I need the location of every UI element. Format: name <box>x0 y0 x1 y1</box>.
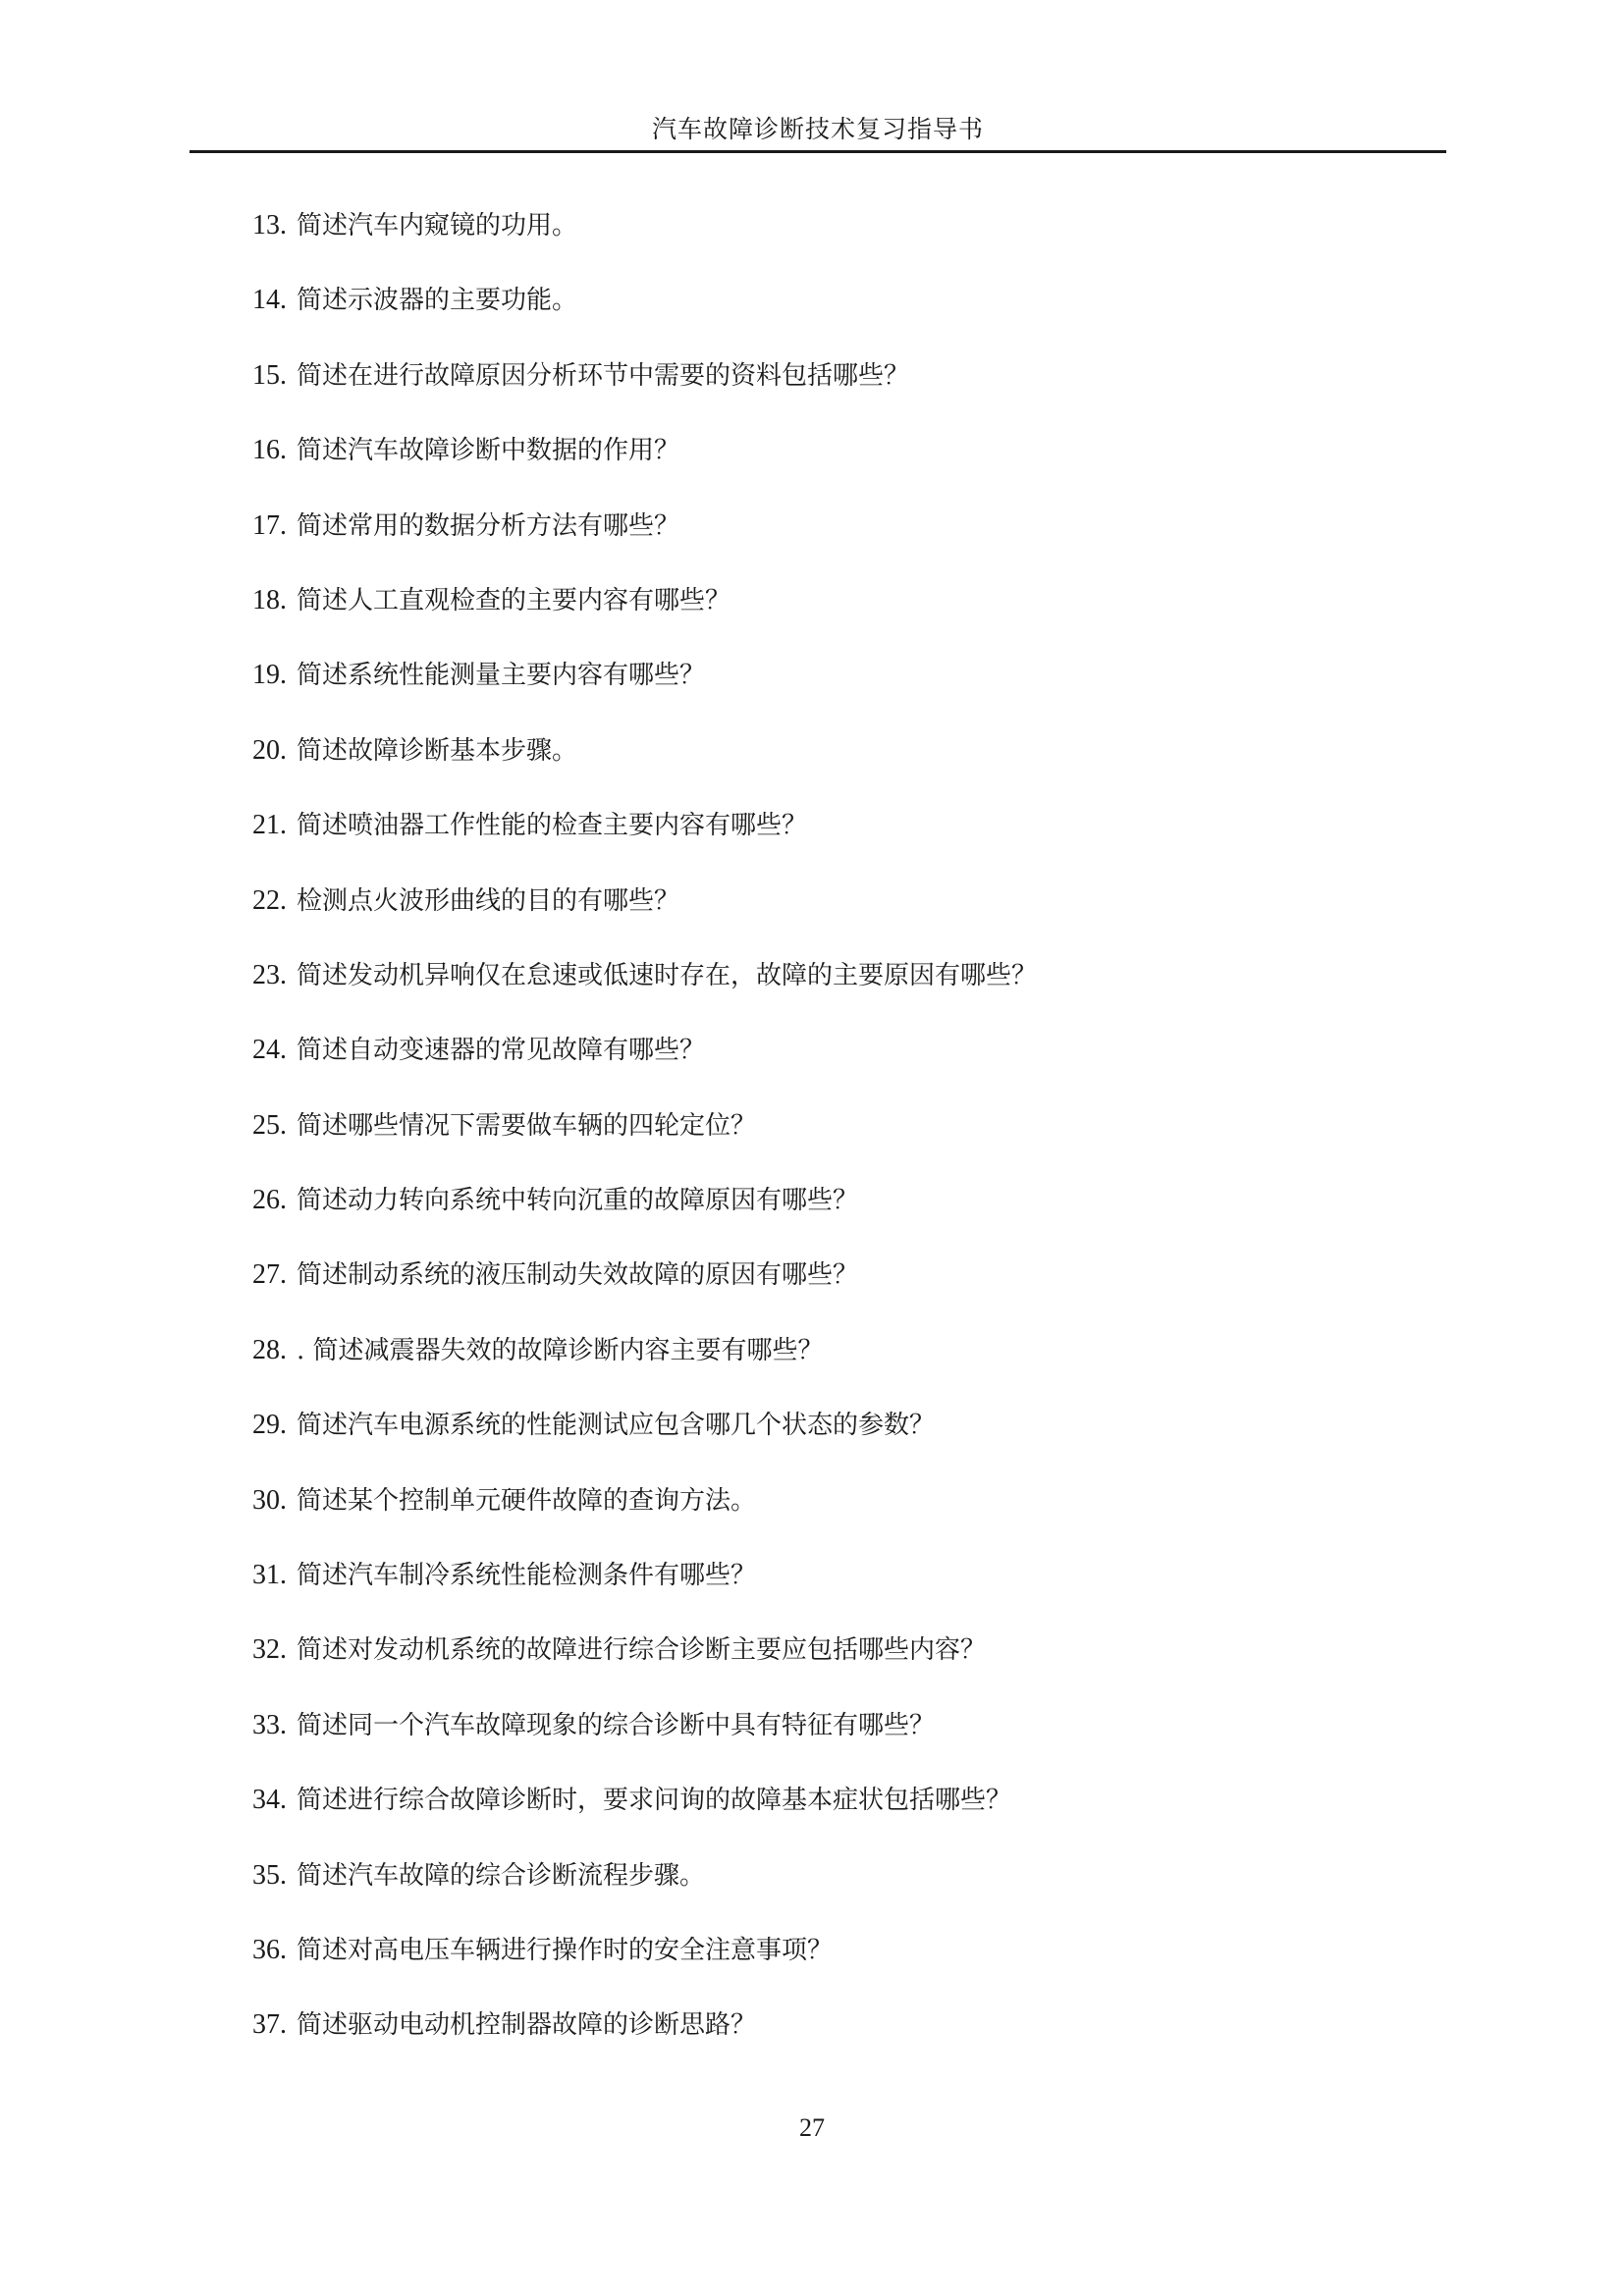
question-item <box>252 1479 1037 1554</box>
question-number: 24. <box>252 1035 287 1066</box>
question-number: 13. <box>252 210 287 240</box>
question-number: 17. <box>252 509 287 541</box>
question-item <box>252 1104 1037 1179</box>
question-number: 20. <box>252 734 287 766</box>
question-text: . 简述减震器失效的故障诊断内容主要有哪些？ <box>297 1335 824 1365</box>
question-number: 37. <box>252 2009 287 2041</box>
question-text: 简述示波器的主要功能。 <box>297 286 578 316</box>
question-number: 18. <box>252 584 287 615</box>
question-text: 简述喷油器工作性能的检查主要内容有哪些？ <box>297 811 808 841</box>
question-number: 27. <box>252 1259 287 1291</box>
question-item <box>252 354 1037 429</box>
question-item <box>252 279 1037 353</box>
question-item <box>252 1854 1037 1929</box>
question-text: 简述发动机异响仅在怠速或低速时存在，故障的主要原因有哪些？ <box>297 960 1038 990</box>
question-number: 22. <box>252 884 287 916</box>
question-item <box>252 204 1037 279</box>
question-number: 15. <box>252 359 287 391</box>
question-number: 23. <box>252 959 287 990</box>
question-text: 简述制动系统的液压制动失效故障的原因有哪些？ <box>297 1260 859 1291</box>
running-header: 汽车故障诊断技术复习指导书 <box>651 115 984 143</box>
question-text: 简述自动变速器的常见故障有哪些？ <box>297 1036 706 1066</box>
question-text: 简述汽车故障的综合诊断流程步骤。 <box>297 1860 706 1891</box>
question-number: 28. <box>252 1334 287 1365</box>
question-text: 简述汽车制冷系统性能检测条件有哪些？ <box>297 1561 757 1591</box>
question-item <box>252 880 1037 954</box>
question-item <box>252 1554 1037 1629</box>
question-item <box>252 2003 1037 2078</box>
question-number: 30. <box>252 1484 287 1516</box>
question-number: 34. <box>252 1785 287 1816</box>
question-text: 简述同一个汽车故障现象的综合诊断中具有特征有哪些？ <box>297 1710 936 1740</box>
question-number: 35. <box>252 1859 287 1891</box>
question-number: 16. <box>252 435 287 466</box>
question-text: 简述进行综合故障诊断时，要求问询的故障基本症状包括哪些？ <box>297 1786 1012 1816</box>
question-number: 21. <box>252 810 287 841</box>
question-text: 简述对高电压车辆进行操作时的安全注意事项？ <box>297 1935 834 1965</box>
question-item <box>252 1254 1037 1328</box>
question-text: 简述在进行故障原因分析环节中需要的资料包括哪些？ <box>297 360 910 391</box>
question-text: 简述对发动机系统的故障进行综合诊断主要应包括哪些内容？ <box>297 1635 987 1666</box>
question-text: 简述动力转向系统中转向沉重的故障原因有哪些？ <box>297 1186 859 1216</box>
question-text: 简述人工直观检查的主要内容有哪些？ <box>297 585 731 615</box>
header-rule <box>189 150 1446 153</box>
question-text: 简述汽车内窥镜的功用。 <box>297 211 578 240</box>
question-item <box>252 1029 1037 1103</box>
question-item <box>252 579 1037 654</box>
question-text: 简述哪些情况下需要做车辆的四轮定位？ <box>297 1110 757 1141</box>
question-number: 25. <box>252 1109 287 1141</box>
question-item <box>252 1779 1037 1853</box>
question-item <box>252 429 1037 504</box>
question-number: 14. <box>252 285 287 316</box>
question-item <box>252 804 1037 879</box>
question-item <box>252 1704 1037 1779</box>
question-item <box>252 1179 1037 1254</box>
question-number: 31. <box>252 1560 287 1591</box>
question-item <box>252 954 1037 1029</box>
page-number: 27 <box>799 2113 825 2142</box>
question-item <box>252 1329 1037 1404</box>
question-text: 简述系统性能测量主要内容有哪些？ <box>297 661 706 691</box>
question-number: 19. <box>252 660 287 691</box>
question-item <box>252 1404 1037 1478</box>
question-number: 26. <box>252 1185 287 1216</box>
question-text: 简述故障诊断基本步骤。 <box>297 735 578 766</box>
question-text: 检测点火波形曲线的目的有哪些？ <box>297 885 680 916</box>
question-item <box>252 654 1037 728</box>
question-text: 简述常用的数据分析方法有哪些？ <box>297 510 680 541</box>
question-list <box>252 204 1037 2079</box>
question-text: 简述汽车故障诊断中数据的作用？ <box>297 436 680 466</box>
question-item <box>252 729 1037 804</box>
question-text: 简述驱动电动机控制器故障的诊断思路？ <box>297 2010 757 2041</box>
question-number: 29. <box>252 1410 287 1441</box>
question-text: 简述汽车电源系统的性能测试应包含哪几个状态的参数？ <box>297 1411 936 1441</box>
question-number: 32. <box>252 1634 287 1666</box>
question-text: 简述某个控制单元硬件故障的查询方法。 <box>297 1485 757 1516</box>
question-item <box>252 505 1037 579</box>
question-number: 36. <box>252 1934 287 1965</box>
question-item <box>252 1629 1037 1703</box>
question-item <box>252 1929 1037 2003</box>
question-number: 33. <box>252 1709 287 1740</box>
